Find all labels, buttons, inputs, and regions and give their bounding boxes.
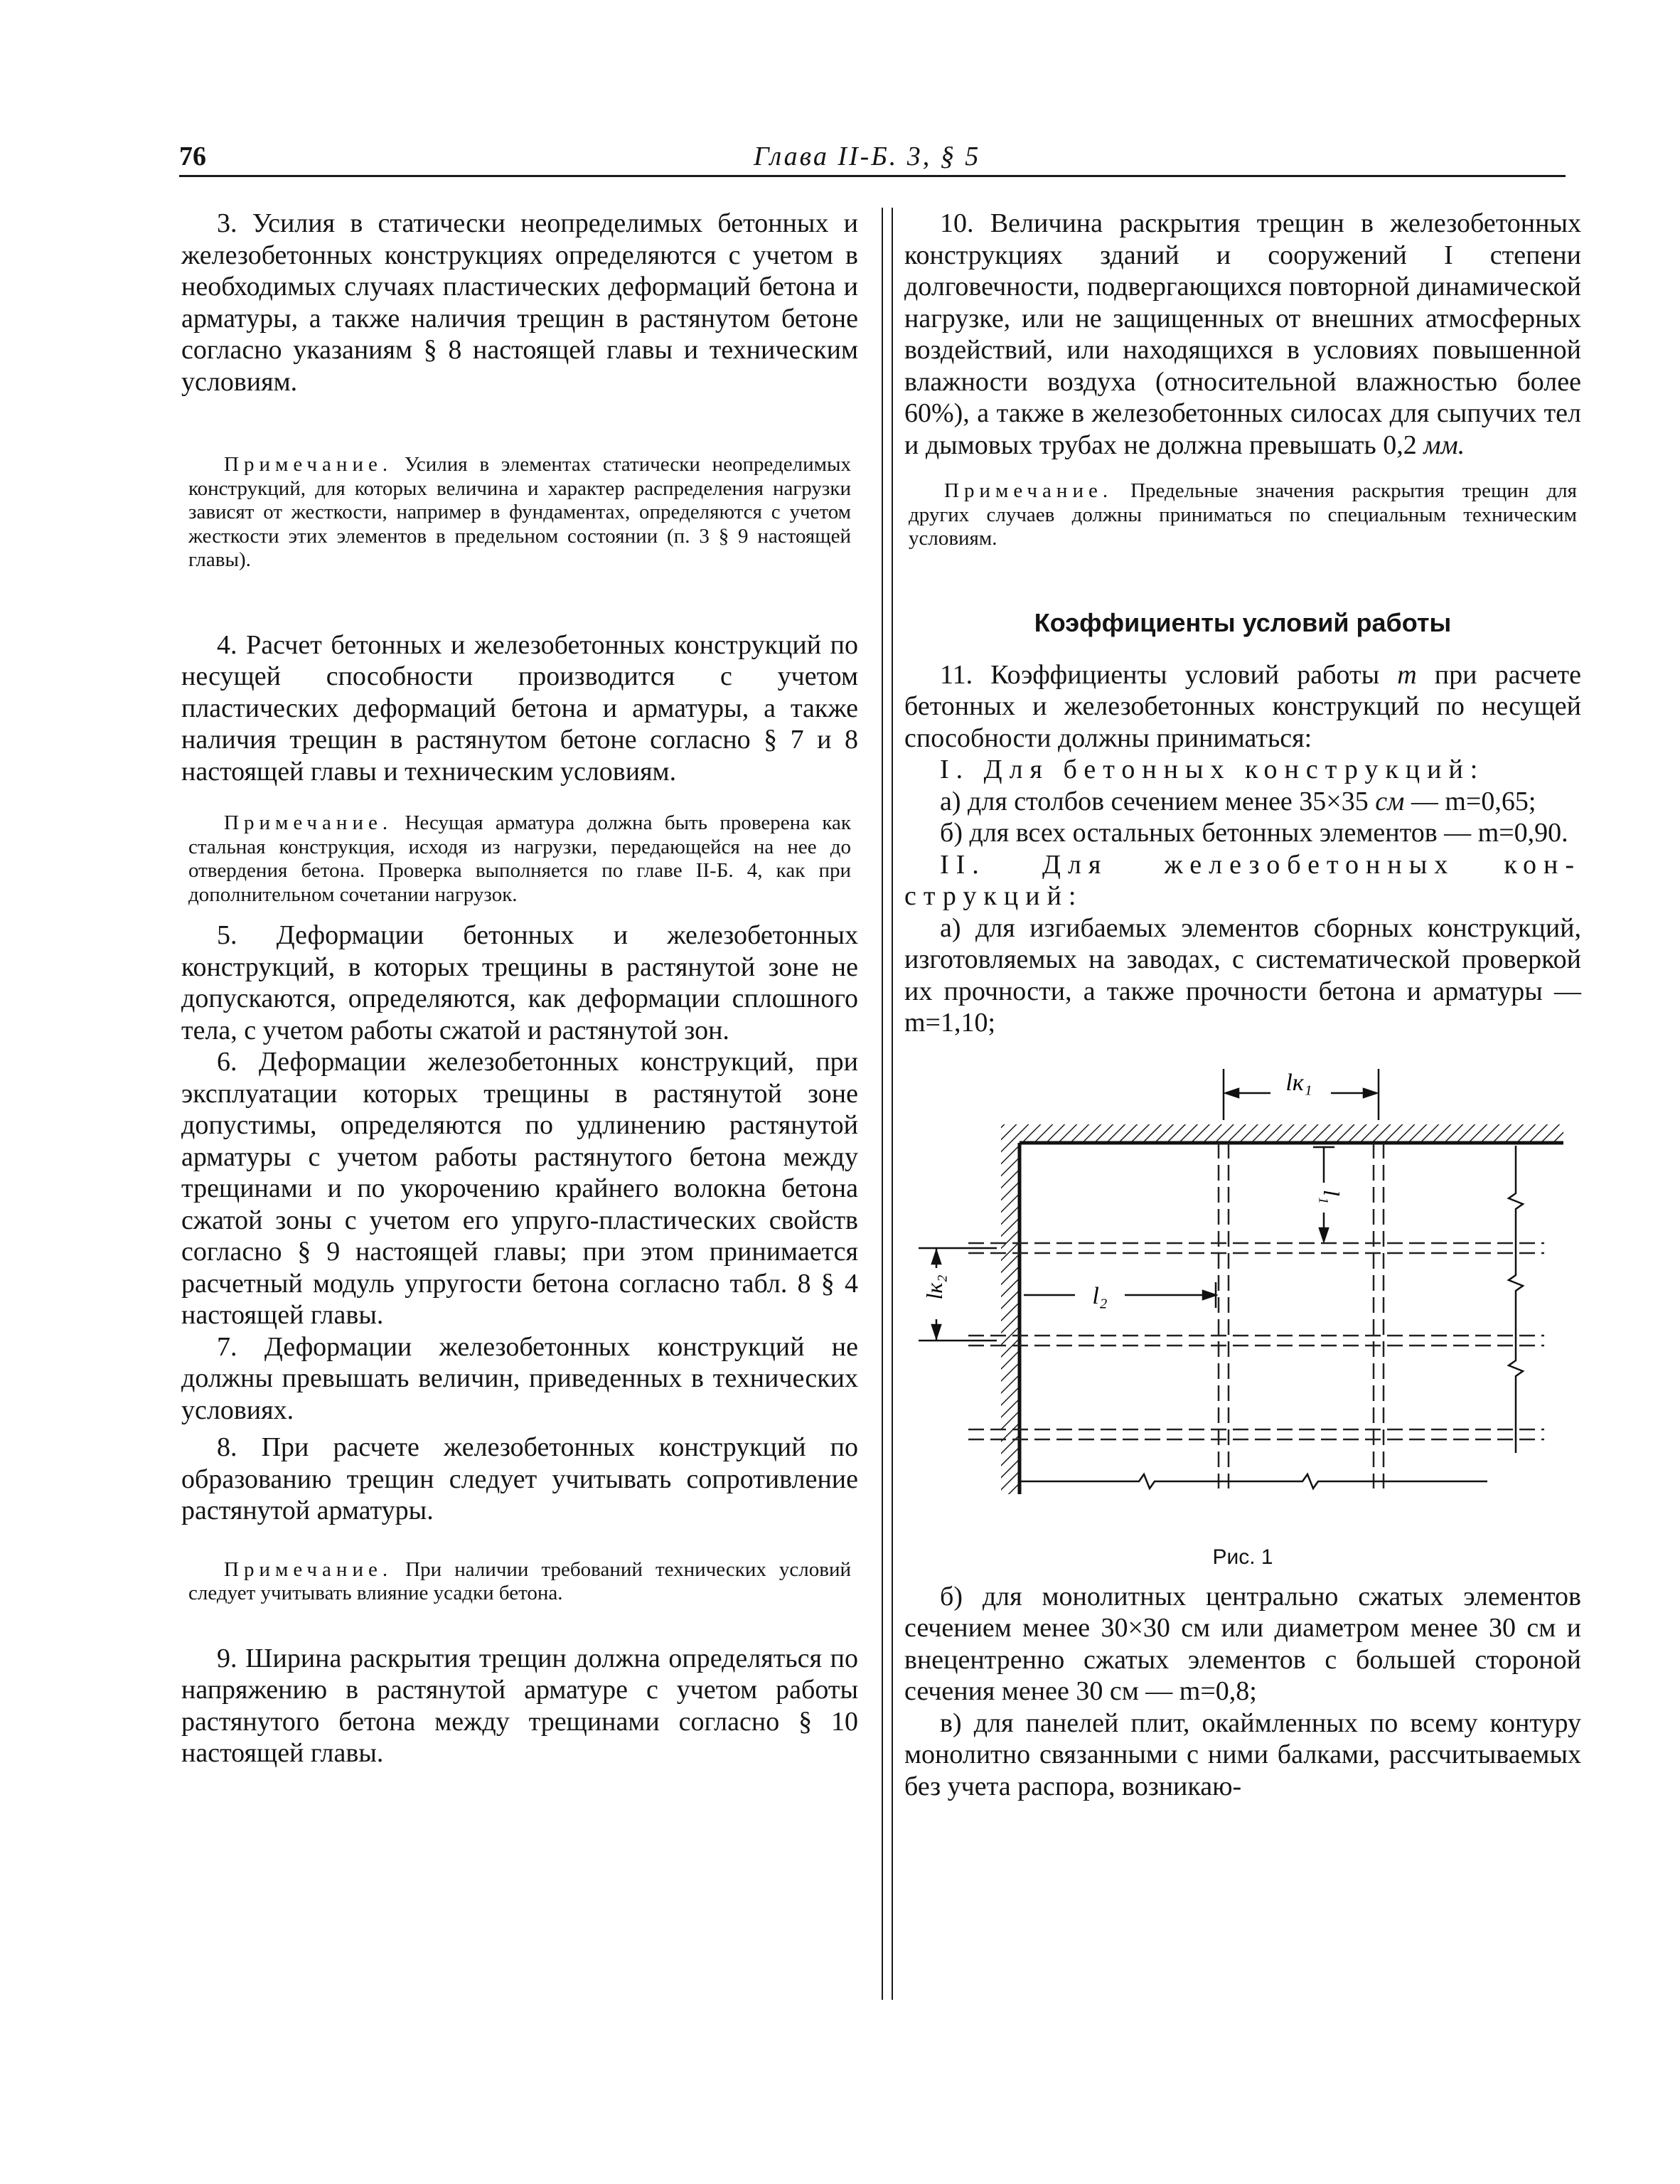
paragraph-9: 9. Ширина раскрытия трещин должна определяться по напряжению в растянутой арматуре с учетом работы растянутого бетона между трещинами согласно § 10 настоящей главы. bbox=[181, 1643, 858, 1768]
note-text: Усилия в элементах статически неопределимых конструкций, для которых величина и характер распределения нагрузки зависят от жесткости, например в фундаментах, определяются с учетом жесткости этих элементов в предельном состоянии (п. 3 § 9 настоящей главы). bbox=[188, 453, 851, 571]
symbol-m: m bbox=[1397, 659, 1417, 690]
note-2 bbox=[181, 811, 858, 907]
group-1-title: I. Для бетонных конструкций: bbox=[940, 755, 1485, 784]
item-2a: а) для изгибаемых элементов сборных конструкций, изготовляемых на заводах, с систематической проверкой их прочности, а также прочности бетона и арматуры — m=1,10; bbox=[904, 912, 1581, 1038]
note-text: При наличии требований технических условий следует учитывать влияние усадки бетона. bbox=[188, 1557, 851, 1604]
paragraph-7: 7. Деформации железобетонных конструкций не должны превышать величин, приведенных в технических условиях. bbox=[181, 1331, 858, 1425]
label-lk1: lк₁ bbox=[1285, 1069, 1312, 1096]
vertical-beams bbox=[1219, 1143, 1384, 1488]
item-1a bbox=[904, 786, 1581, 818]
page-number: 76 bbox=[179, 142, 206, 171]
paragraph-11-text: 11. Коэффициенты условий работы bbox=[940, 659, 1380, 690]
unit: см bbox=[1375, 786, 1405, 816]
note-text: Предельные значения раскрытия трещин для других случаев должны приниматься по специальным техническим условиям. bbox=[909, 479, 1577, 550]
item-2c: в) для панелей плит, окаймленных по всему контуру монолитно связанными с ними балками, рассчитываемых без учета распора, возникаю- bbox=[904, 1708, 1581, 1801]
page-header bbox=[179, 139, 1566, 177]
paragraph-11 bbox=[904, 659, 1581, 755]
paragraph-5: 5. Деформации бетонных и железобетонных конструкций, в которых трещины в растянутой зоне не допускаются, определяются, как деформации сплошного тела, с учетом работы сжатой и растянутой зон. bbox=[181, 920, 858, 1045]
right-column bbox=[904, 208, 1581, 1802]
item-text: а) для столбов сечением менее 35×35 bbox=[940, 786, 1369, 816]
bottom-break-line bbox=[1020, 1474, 1487, 1488]
label-lk2: lк₂ bbox=[921, 1274, 947, 1299]
label-l2: l₂ bbox=[1092, 1282, 1108, 1309]
paragraph-4: 4. Расчет бетонных и железобетонных конструкций по несущей способности производится с учетом пластических деформаций бетона и арматуры, а также наличия трещин в растянутом бетоне согласно § 7 и 8 настоящей главы и техническим условиям. bbox=[181, 629, 858, 787]
slab-plan-diagram bbox=[904, 1055, 1581, 1545]
label-l1: l₁ bbox=[1319, 1189, 1344, 1204]
note-label: Примечание. bbox=[224, 1557, 393, 1581]
paragraph-3: 3. Усилия в статически неопределимых бетонных и железобетонных конструкциях определяются с учетом в необходимых случаях пластических деформаций бетона и арматуры, а также наличия трещин в растянутом бетоне согласно указаниям § 8 настоящей главы и техническим условиям. bbox=[181, 208, 858, 397]
dimension-l2 bbox=[1024, 1282, 1216, 1308]
paragraph-10-text: 10. Величина раскрытия трещин в железобетонных конструкциях зданий и сооружений I степени долговечности, подвергающихся повторной динамической нагрузке, или не защищенных от внешних атмосферных воздействий, или находящихся в условиях повышенной влажности воздуха (относительной влажностью более 60%), а также в железобетонных силосах для сыпучих тел и дымовых трубах не должна превышать 0,2 bbox=[904, 208, 1581, 460]
note-3 bbox=[181, 1558, 858, 1606]
right-break-line bbox=[1509, 1146, 1523, 1453]
horizontal-beams bbox=[968, 1243, 1544, 1439]
item-1b: б) для всех остальных бетонных элементов — m=0,90. bbox=[940, 818, 1568, 848]
paragraph-6: 6. Деформации железобетонных конструкций, при эксплуатации которых трещины в растянутой зоне допустимы, определяются по удлинению растянутой арматуры с учетом работы растянутого бетона между трещинами и по укорочению крайнего волокна бетона сжатой зоны с учетом его упруго-пластических свойств согласно § 9 настоящей главы; при этом принимается расчетный модуль упругости бетона согласно табл. 8 § 4 настоящей главы. bbox=[181, 1047, 858, 1330]
item-text: — m=0,65; bbox=[1411, 786, 1536, 816]
running-head: Глава II-Б. 3, § 5 bbox=[754, 142, 981, 171]
group-2-title-text: II. Для железобетонных bbox=[940, 849, 1455, 880]
figure-caption: Рис. 1 bbox=[1212, 1545, 1273, 1569]
note-label: Примечание. bbox=[224, 811, 393, 834]
note-label: Примечание. bbox=[224, 453, 393, 476]
item-2b: б) для монолитных центрально сжатых элементов сечением менее 30×30 см или диаметром менее 30 см и внецентренно сжатых элементов с большей стороной сечения менее 30 см — m=0,8; bbox=[904, 1581, 1581, 1706]
note-text: Несущая арматура должна быть проверена как стальная конструкция, исходя из нагрузки, передающейся на нее до отвердения бетона. Проверка выполняется по главе II-Б. 4, как при дополнительном сочетании нагрузок. bbox=[188, 811, 851, 906]
note-label: Примечание. bbox=[944, 479, 1113, 502]
top-wall-hatch bbox=[1020, 1124, 1563, 1143]
group-2-title-text: струкций: bbox=[904, 881, 1084, 911]
left-column bbox=[181, 208, 858, 1769]
note-1 bbox=[181, 453, 858, 572]
paragraph-8: 8. При расчете железобетонных конструкций по образованию трещин следует учитывать сопротивление растянутой арматуры. bbox=[181, 1432, 858, 1525]
group-2-title bbox=[904, 849, 1581, 912]
paragraph-10 bbox=[904, 208, 1581, 461]
section-title: Коэффициенты условий работы bbox=[1034, 607, 1452, 637]
unit: мм. bbox=[1423, 430, 1465, 460]
figure-1 bbox=[904, 1055, 1581, 1581]
column-divider bbox=[882, 208, 893, 2000]
paragraph-11-text: при расчете бетонных и железобетонных конструкций по несущей способности должны приниматься: bbox=[904, 659, 1582, 753]
group-2-title-text: кон- bbox=[1504, 849, 1581, 880]
note-4 bbox=[904, 479, 1581, 551]
